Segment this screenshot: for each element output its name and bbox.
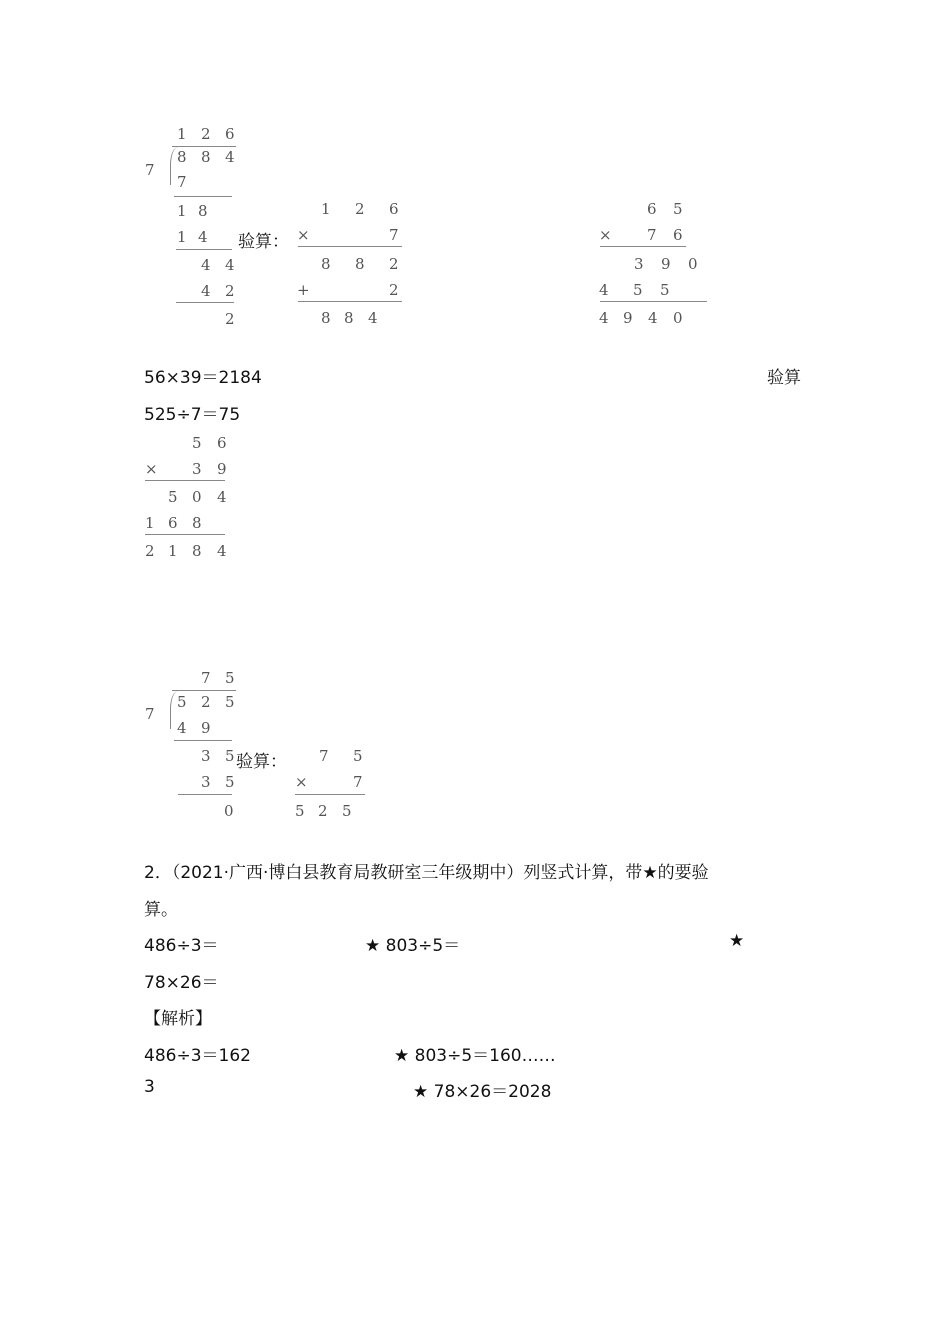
remainder-digit: 0: [224, 802, 234, 820]
dividend-digit: 5: [225, 693, 235, 711]
dividend-digit: 4: [225, 148, 235, 166]
digit: 7: [319, 747, 329, 765]
step-line: [178, 794, 232, 795]
rule: [600, 246, 686, 247]
quotient-digit: 1: [177, 125, 187, 143]
division-bar: [172, 690, 236, 691]
dividend-digit: 8: [201, 148, 211, 166]
answer-803div5: ★ 803÷5＝160……: [394, 1046, 556, 1066]
equation-525div7: 525÷7＝75: [144, 405, 241, 425]
times-sign: ×: [297, 226, 310, 244]
digit: 2: [389, 281, 399, 299]
rule: [298, 246, 402, 247]
star-icon: ★: [729, 931, 745, 951]
quotient-digit: 7: [201, 669, 211, 687]
times-sign: ×: [295, 773, 308, 791]
step-digit: 8: [198, 202, 208, 220]
digit: 5: [660, 281, 670, 299]
problem-486div3: 486÷3＝: [144, 936, 219, 956]
digit: 4: [217, 488, 227, 506]
step-line: [176, 302, 234, 303]
step-digit: 4: [201, 256, 211, 274]
digit: 1: [145, 514, 155, 532]
dividend-digit: 8: [177, 148, 187, 166]
step-line: [174, 196, 232, 197]
rule: [295, 794, 365, 795]
digit: 8: [344, 309, 354, 327]
check-label: 验算：: [236, 752, 287, 772]
digit: 0: [192, 488, 202, 506]
step-line: [174, 740, 232, 741]
dividend-digit: 2: [201, 693, 211, 711]
digit: 9: [623, 309, 633, 327]
answer-486div3: 486÷3＝162: [144, 1046, 251, 1066]
question-2-line-2: 算。: [144, 900, 178, 920]
digit: 4: [368, 309, 378, 327]
digit: 6: [217, 434, 227, 452]
digit: 8: [321, 255, 331, 273]
times-sign: ×: [145, 460, 158, 478]
check-label: 验算：: [238, 232, 289, 252]
step-digit: 1: [177, 228, 187, 246]
digit: 4: [217, 542, 227, 560]
problem-78x26: 78×26＝: [144, 973, 219, 993]
digit: 3: [634, 255, 644, 273]
digit: 6: [647, 200, 657, 218]
digit: 0: [688, 255, 698, 273]
step-digit: 3: [201, 747, 211, 765]
quotient-digit: 6: [225, 125, 235, 143]
dividend-digit: 5: [177, 693, 187, 711]
rule: [600, 301, 707, 302]
step-line: [176, 249, 232, 250]
digit: 5: [633, 281, 643, 299]
digit: 8: [321, 309, 331, 327]
step-digit: 4: [198, 228, 208, 246]
digit: 6: [389, 200, 399, 218]
digit: 9: [217, 460, 227, 478]
digit: 2: [355, 200, 365, 218]
step-digit: 9: [201, 719, 211, 737]
problem-803div5: ★ 803÷5＝: [365, 936, 461, 956]
rule: [145, 534, 225, 535]
digit: 1: [321, 200, 331, 218]
step-digit: 1: [177, 202, 187, 220]
step-digit: 4: [225, 256, 235, 274]
digit: 7: [353, 773, 363, 791]
digit: 8: [192, 514, 202, 532]
analysis-label: 【解析】: [144, 1009, 212, 1029]
plus-sign: +: [297, 281, 310, 299]
answer-78x26: ★ 78×26＝2028: [413, 1082, 552, 1102]
quotient-digit: 5: [225, 669, 235, 687]
division-bar: [172, 146, 236, 147]
digit: 3: [192, 460, 202, 478]
digit: 8: [192, 542, 202, 560]
digit: 4: [599, 309, 609, 327]
digit: 0: [673, 309, 683, 327]
quotient-digit: 2: [201, 125, 211, 143]
divisor: 7: [145, 705, 155, 723]
remainder-digit: 2: [225, 310, 235, 328]
step-digit: 5: [225, 773, 235, 791]
rule: [145, 480, 225, 481]
digit: 5: [342, 802, 352, 820]
answer-remainder: 3: [144, 1077, 155, 1097]
digit: 7: [647, 226, 657, 244]
step-digit: 5: [225, 747, 235, 765]
digit: 4: [599, 281, 609, 299]
digit: 9: [661, 255, 671, 273]
times-sign: ×: [599, 226, 612, 244]
question-2-line-1: 2．（2021·广西·博白县教育局教研室三年级期中）列竖式计算，带★的要验: [144, 863, 709, 883]
step-digit: 4: [177, 719, 187, 737]
digit: 6: [168, 514, 178, 532]
digit: 5: [295, 802, 305, 820]
digit: 5: [192, 434, 202, 452]
digit: 5: [353, 747, 363, 765]
check-word: 验算: [767, 368, 801, 388]
digit: 6: [673, 226, 683, 244]
rule: [298, 301, 402, 302]
step-digit: 7: [177, 173, 187, 191]
divisor: 7: [145, 161, 155, 179]
step-digit: 2: [225, 282, 235, 300]
digit: 1: [168, 542, 178, 560]
digit: 5: [673, 200, 683, 218]
digit: 5: [168, 488, 178, 506]
digit: 7: [389, 226, 399, 244]
digit: 2: [145, 542, 155, 560]
digit: 4: [648, 309, 658, 327]
step-digit: 3: [201, 773, 211, 791]
digit: 2: [389, 255, 399, 273]
digit: 8: [355, 255, 365, 273]
step-digit: 4: [201, 282, 211, 300]
equation-56x39: 56×39＝2184: [144, 368, 262, 388]
digit: 2: [318, 802, 328, 820]
